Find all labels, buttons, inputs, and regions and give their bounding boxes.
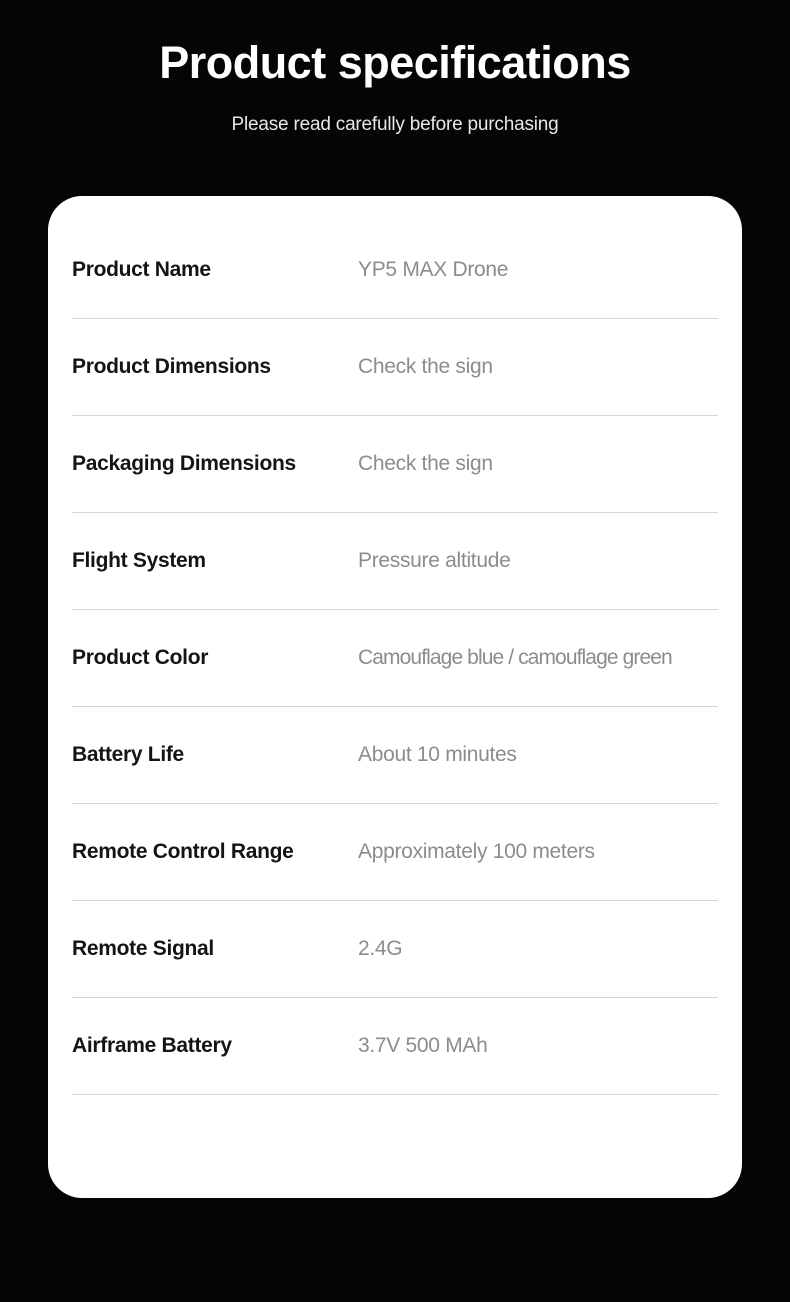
page-subtitle: Please read carefully before purchasing — [231, 113, 559, 135]
spec-row — [72, 901, 718, 998]
spec-label: Battery Life — [72, 743, 184, 766]
specifications-card — [48, 196, 742, 1198]
spec-value: About 10 minutes — [358, 743, 517, 766]
spec-row — [72, 416, 718, 513]
spec-row — [72, 610, 718, 707]
spec-value: 2.4G — [358, 937, 403, 960]
spec-value: Check the sign — [358, 355, 493, 378]
spec-label: Flight System — [72, 549, 206, 572]
spec-row — [72, 707, 718, 804]
spec-value: YP5 MAX Drone — [358, 258, 509, 281]
spec-label: Product Color — [72, 646, 209, 669]
spec-label: Remote Signal — [72, 937, 214, 960]
page-title: Product specifications — [159, 37, 631, 88]
page-header — [0, 0, 790, 136]
spec-label: Product Dimensions — [72, 355, 271, 378]
spec-row — [72, 319, 718, 416]
spec-row — [72, 222, 718, 319]
specifications-list — [72, 196, 718, 1095]
spec-value: 3.7V 500 MAh — [358, 1034, 488, 1057]
spec-value: Check the sign — [358, 452, 493, 475]
spec-value: Approximately 100 meters — [358, 840, 595, 863]
spec-row — [72, 513, 718, 610]
spec-label: Remote Control Range — [72, 840, 294, 863]
spec-row — [72, 804, 718, 901]
spec-value: Camouflage blue / camouflage green — [358, 646, 672, 669]
spec-label: Airframe Battery — [72, 1034, 232, 1057]
spec-row — [72, 998, 718, 1095]
spec-value: Pressure altitude — [358, 549, 511, 572]
spec-label: Product Name — [72, 258, 211, 281]
spec-label: Packaging Dimensions — [72, 452, 296, 475]
